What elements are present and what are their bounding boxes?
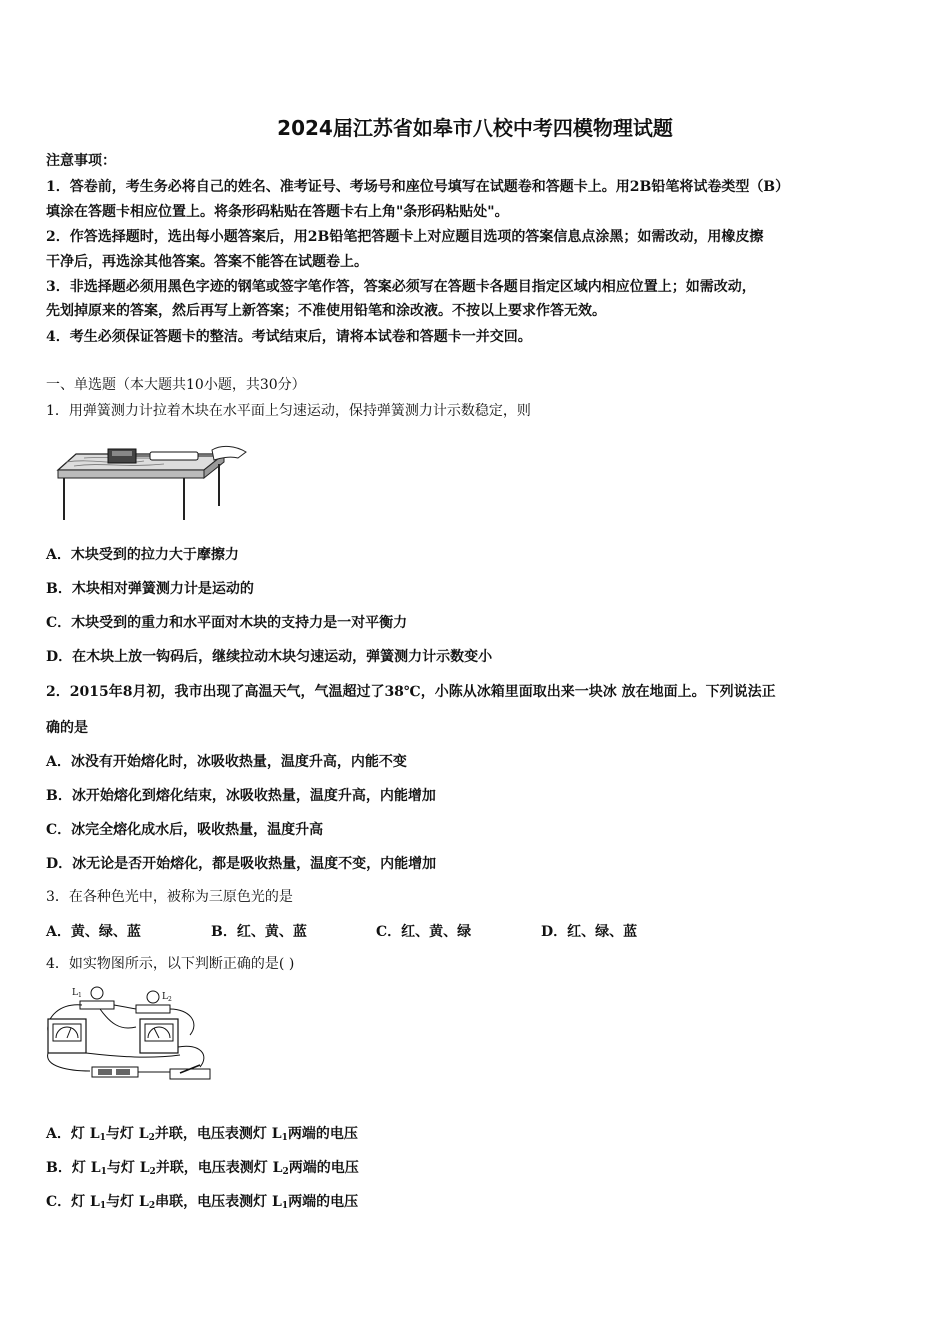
q1-option-d: D．在木块上放一钩码后，继续拉动木块匀速运动，弹簧测力计示数变小 — [46, 649, 493, 665]
q2-stem: 2．2015年8月初，我市出现了高温天气，气温超过了38℃，小陈从冰箱里面取出来一块冰 放在地面上。下列说法正 — [46, 684, 776, 700]
q3-stem: 3．在各种色光中，被称为三原色光的是 — [46, 889, 293, 905]
svg-text:L1 — [72, 988, 82, 999]
notice-line: 1．答卷前，考生务必将自己的姓名、准考证号、考场号和座位号填写在试题卷和答题卡上。用2B铅笔将试卷类型（B） — [46, 179, 790, 195]
circuit-figure — [40, 983, 220, 1087]
q3-option-d: D．红、绿、蓝 — [541, 924, 638, 940]
svg-text:L2 — [162, 992, 172, 1003]
q1-stem: 1．用弹簧测力计拉着木块在水平面上匀速运动，保持弹簧测力计示数稳定，则 — [46, 403, 531, 419]
page-title: 2024届江苏省如皋市八校中考四模物理试题 — [277, 116, 673, 140]
lamp-l1-label: L — [72, 988, 78, 998]
q2-stem-cont: 确的是 — [46, 720, 88, 736]
notice-line: 先划掉原来的答案，然后再写上新答案；不准使用铅笔和涂改液。不按以上要求作答无效。 — [46, 303, 606, 319]
q1-option-a: A．木块受到的拉力大于摩擦力 — [46, 547, 239, 563]
q2-option-a: A．冰没有开始熔化时，冰吸收热量，温度升高，内能不变 — [46, 754, 407, 770]
lamp-l2-label-sub: 2 — [167, 996, 172, 1003]
q4-stem: 4．如实物图所示，以下判断正确的是( ) — [46, 956, 295, 972]
q2-option-d: D．冰无论是否开始熔化，都是吸收热量，温度不变，内能增加 — [46, 856, 437, 872]
lamp-l2-label: L — [162, 992, 168, 1002]
q3-option-c: C．红、黄、绿 — [376, 924, 472, 940]
q4-option-a: A．灯 $L_1$与灯 $L_2$并联，电压表测灯 $L_1$两端的电压 — [46, 1126, 358, 1143]
notice-line: 干净后，再选涂其他答案。答案不能答在试题卷上。 — [46, 254, 368, 270]
notice-line: 4．考生必须保证答题卡的整洁。考试结束后，请将本试卷和答题卡一并交回。 — [46, 329, 532, 345]
q3-option-b: B．红、黄、蓝 — [211, 924, 307, 940]
q1-option-b: B．木块相对弹簧测力计是运动的 — [46, 581, 254, 597]
q4-option-c: C．灯 $L_1$与灯 $L_2$串联，电压表测灯 $L_1$两端的电压 — [46, 1194, 359, 1211]
q4-option-b: B．灯 $L_1$与灯 $L_2$并联，电压表测灯 $L_2$两端的电压 — [46, 1160, 359, 1177]
q2-option-c: C．冰完全熔化成水后，吸收热量，温度升高 — [46, 822, 324, 838]
lamp-l1-label-sub: 1 — [77, 992, 82, 999]
notice-line: 填涂在答题卡相应位置上。将条形码粘贴在答题卡右上角"条形码粘贴处"。 — [46, 204, 509, 220]
notice-line: 3．非选择题必须用黑色字迹的钢笔或签字笔作答，答案必须写在答题卡各题目指定区域内相应位置上；如需改动， — [46, 279, 756, 295]
q3-option-a: A．黄、绿、蓝 — [46, 924, 141, 940]
q1-option-c: C．木块受到的重力和水平面对木块的支持力是一对平衡力 — [46, 615, 408, 631]
q2-option-b: B．冰开始熔化到熔化结束，冰吸收热量，温度升高，内能增加 — [46, 788, 436, 804]
notice-line: 2．作答选择题时，选出每小题答案后，用2B铅笔把答题卡上对应题目选项的答案信息点涂黑；如需改动，用橡皮擦 — [46, 229, 764, 245]
spring-scale-figure — [54, 440, 254, 522]
notice-heading: 注意事项： — [46, 153, 116, 169]
section-heading: 一、单选题（本大题共10小题，共30分） — [46, 377, 306, 393]
